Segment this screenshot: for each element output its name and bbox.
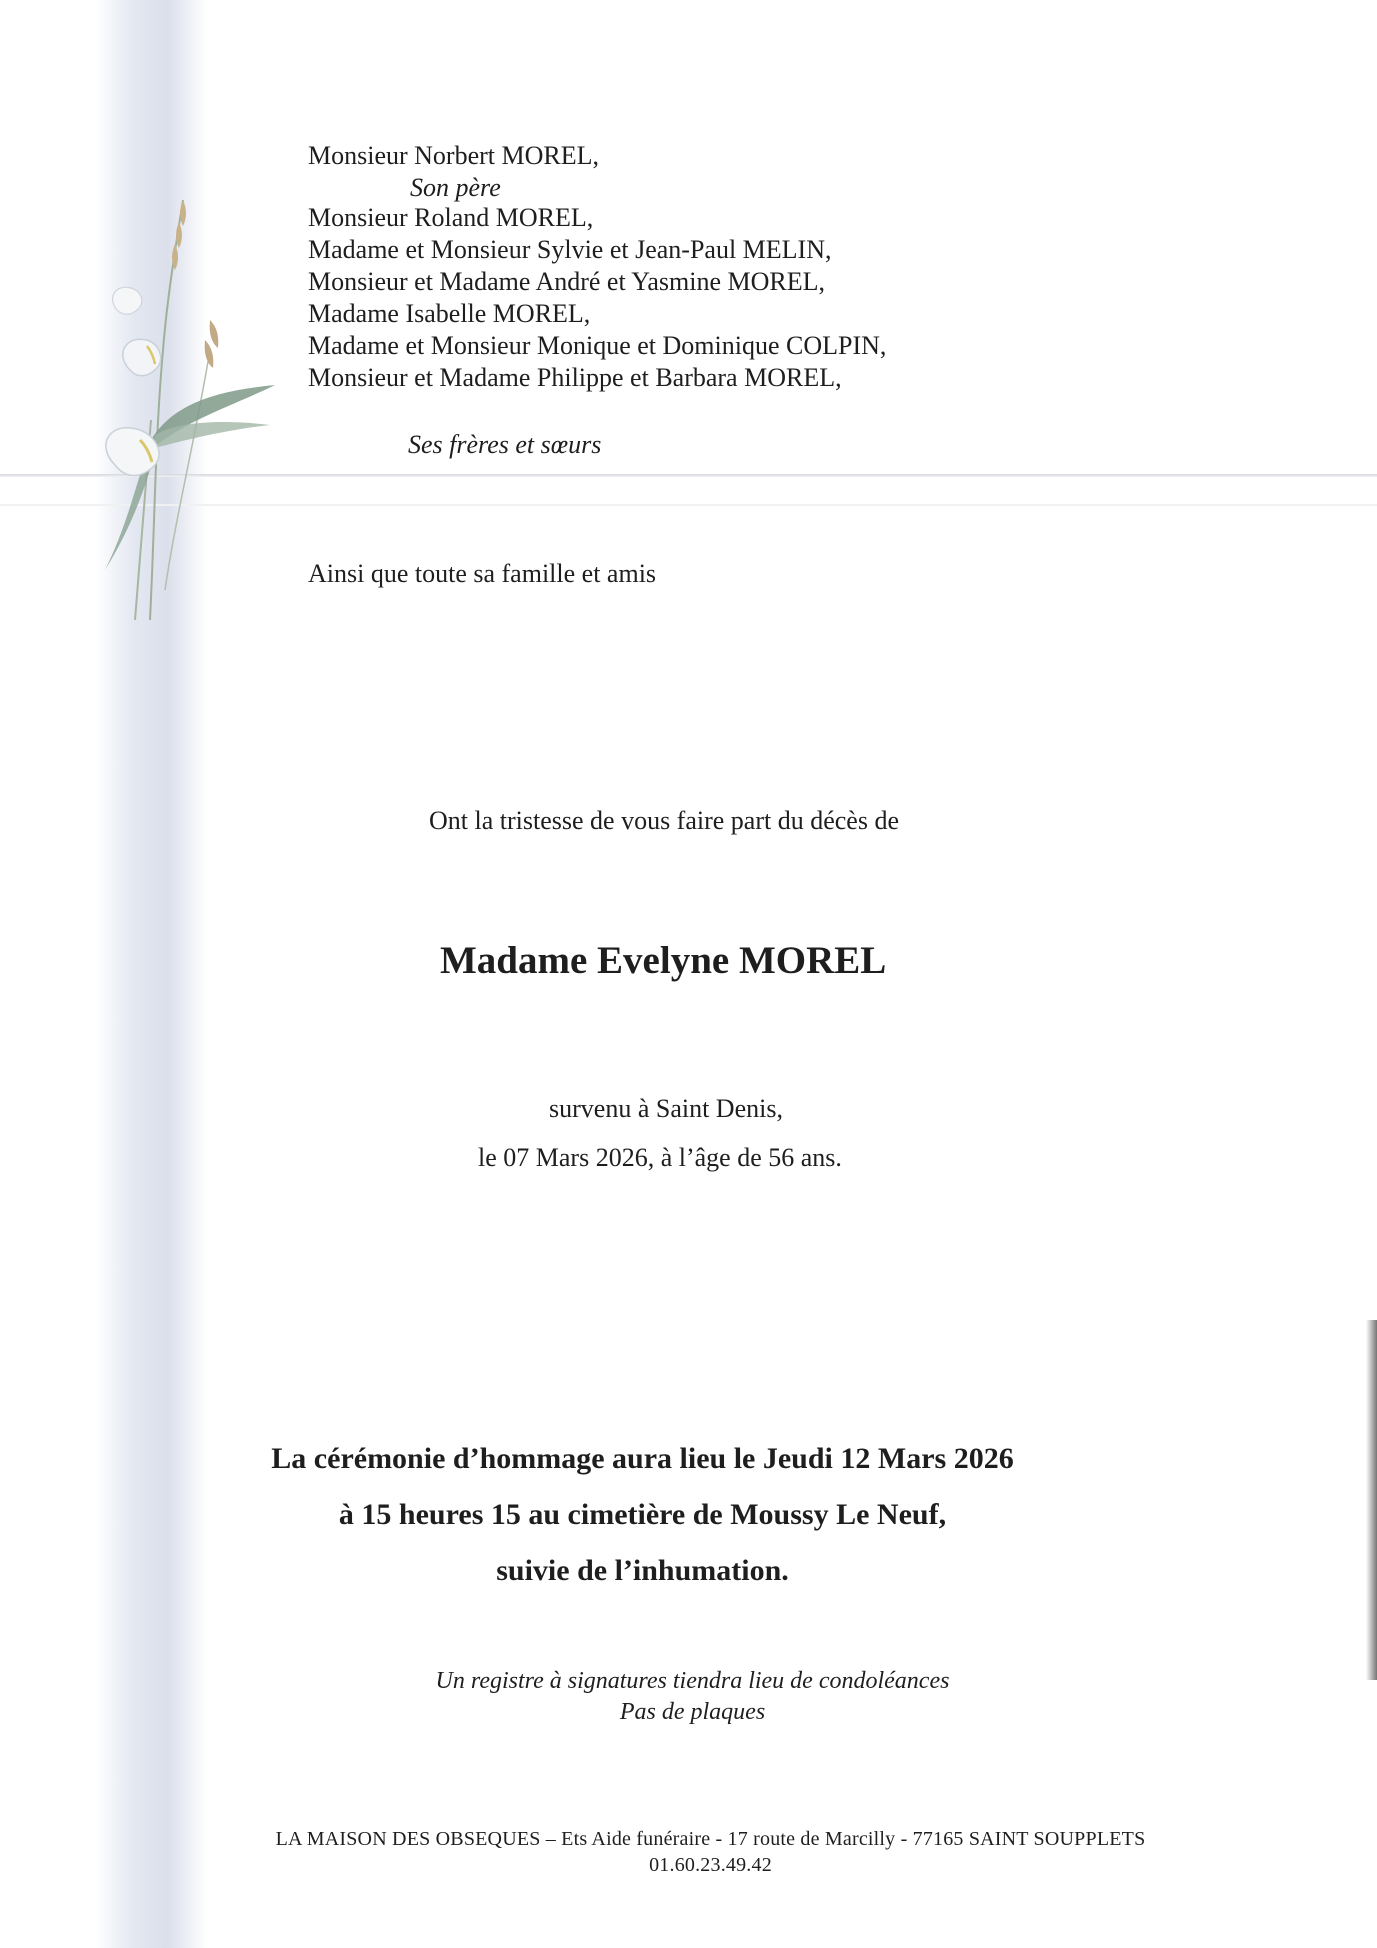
death-place: survenu à Saint Denis, bbox=[549, 1094, 783, 1123]
family-and-friends: Ainsi que toute sa famille et amis bbox=[308, 559, 657, 588]
father-role: Son père bbox=[410, 173, 501, 202]
father-name: Monsieur Norbert MOREL, bbox=[308, 141, 600, 170]
sibling-entry: Monsieur et Madame André et Yasmine MOREL, bbox=[308, 267, 826, 296]
scan-edge-shadow bbox=[1366, 1320, 1377, 1680]
siblings-list bbox=[308, 202, 886, 394]
deceased-name: Madame Evelyne MOREL bbox=[440, 939, 887, 982]
sibling-entry: Madame et Monsieur Sylvie et Jean-Paul MELIN, bbox=[308, 235, 832, 264]
announcement-intro: Ont la tristesse de vous faire part du décès de bbox=[429, 806, 900, 835]
calla-lily-wheat-icon bbox=[55, 190, 285, 630]
notes bbox=[4, 1666, 1377, 1728]
footer bbox=[22, 1826, 1377, 1878]
funeral-home-phone: 01.60.23.49.42 bbox=[649, 1854, 772, 1876]
ceremony-line-1: La cérémonie d’hommage aura lieu le Jeudi 12 Mars 2026 bbox=[271, 1442, 1014, 1475]
sibling-entry: Madame et Monsieur Monique et Dominique COLPIN, bbox=[308, 331, 887, 360]
funeral-home-address: LA MAISON DES OBSEQUES – Ets Aide funéraire - 17 route de Marcilly - 77165 SAINT SOUPPLETS bbox=[275, 1828, 1146, 1850]
ceremony-details bbox=[0, 1431, 1331, 1599]
sibling-entry: Madame Isabelle MOREL, bbox=[308, 299, 591, 328]
sibling-entry: Monsieur et Madame Philippe et Barbara MOREL, bbox=[308, 363, 842, 392]
ceremony-line-3: suivie de l’inhumation. bbox=[496, 1554, 789, 1587]
siblings-role: Ses frères et sœurs bbox=[408, 430, 602, 459]
condolence-note: Un registre à signatures tiendra lieu de condoléances bbox=[435, 1668, 950, 1694]
ceremony-line-2: à 15 heures 15 au cimetière de Moussy Le Neuf, bbox=[338, 1498, 947, 1531]
sibling-entry: Monsieur Roland MOREL, bbox=[308, 203, 594, 232]
no-plaques-note: Pas de plaques bbox=[619, 1699, 766, 1725]
death-date-age: le 07 Mars 2026, à l’âge de 56 ans. bbox=[478, 1143, 842, 1172]
